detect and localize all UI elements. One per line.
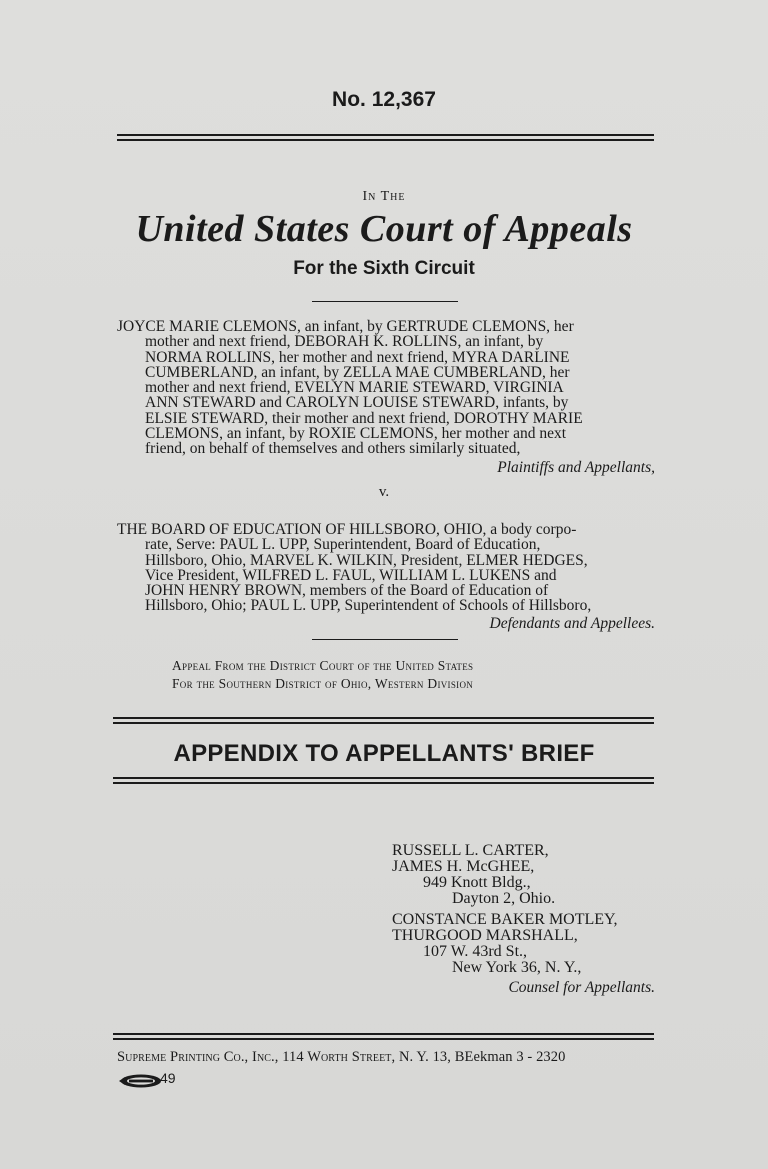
top-double-rule [117, 134, 654, 141]
counsel-role: Counsel for Appellants. [508, 979, 655, 996]
counsel-name: JAMES H. McGHEE, [392, 858, 535, 875]
court-preface: In The [362, 189, 406, 204]
title-rule-bottom [113, 777, 654, 784]
defendants-line: Hillsboro, Ohio, MARVEL K. WILKIN, President, ELMER HEDGES, [145, 551, 588, 569]
plaintiffs-block [117, 319, 654, 457]
counsel-group-1 [392, 843, 555, 907]
union-number: 49 [160, 1070, 176, 1086]
defendants-line: THE BOARD OF EDUCATION OF HILLSBORO, OHIO, a body corpo- [117, 521, 577, 538]
printer-line [117, 1049, 565, 1066]
footer-rule [113, 1033, 654, 1040]
versus: v. [378, 484, 390, 500]
short-rule-1 [312, 301, 458, 302]
appeal-caption [172, 657, 473, 693]
court-circuit: For the Sixth Circuit [293, 258, 475, 279]
counsel-address: 107 W. 43rd St., [423, 943, 528, 960]
printer-address: 114 Worth Street, N. Y. 13, [282, 1049, 452, 1065]
plaintiffs-line: CLEMONS, an infant, by ROXIE CLEMONS, her mother and next [145, 425, 567, 443]
counsel-name: CONSTANCE BAKER MOTLEY, [392, 911, 618, 928]
title-rule-top [113, 717, 654, 724]
plaintiffs-line: mother and next friend, EVELYN MARIE STEWARD, VIRGINIA [145, 379, 564, 397]
printer-name: Supreme Printing Co., Inc., [117, 1049, 279, 1065]
plaintiffs-line: ANN STEWARD and CAROLYN LOUISE STEWARD, infants, by [145, 394, 569, 412]
case-number: No. 12,367 [332, 88, 436, 111]
counsel-address: 949 Knott Bldg., [423, 874, 531, 891]
plaintiffs-line: ELSIE STEWARD, their mother and next friend, DOROTHY MARIE [145, 409, 583, 427]
plaintiffs-role: Plaintiffs and Appellants, [497, 459, 655, 476]
plaintiffs-line: mother and next friend, DEBORAH K. ROLLINS, an infant, by [145, 333, 544, 351]
defendants-block [117, 522, 654, 614]
appeal-line-1: Appeal From the District Court of the United States [172, 658, 474, 673]
defendants-line: JOHN HENRY BROWN, members of the Board of Education of [145, 582, 549, 600]
plaintiffs-line: JOYCE MARIE CLEMONS, an infant, by GERTRUDE CLEMONS, her [117, 318, 574, 335]
defendants-line: rate, Serve: PAUL L. UPP, Superintendent, Board of Education, [145, 536, 541, 554]
document-title: APPENDIX TO APPELLANTS' BRIEF [173, 740, 595, 767]
court-name: United States Court of Appeals [135, 208, 633, 250]
defendants-line: Hillsboro, Ohio; PAUL L. UPP, Superintendent of Schools of Hillsboro, [145, 597, 592, 615]
appeal-line-2: For the Southern District of Ohio, Western Division [172, 676, 474, 691]
printer-phone: BEekman 3 - 2320 [454, 1049, 566, 1065]
plaintiffs-line: CUMBERLAND, an infant, by ZELLA MAE CUMBERLAND, her [145, 363, 570, 381]
counsel-address: Dayton 2, Ohio. [452, 890, 556, 907]
short-rule-2 [312, 639, 458, 640]
plaintiffs-line: friend, on behalf of themselves and others similarly situated, [145, 440, 521, 458]
counsel-name: RUSSELL L. CARTER, [392, 842, 549, 859]
plaintiffs-line: NORMA ROLLINS, her mother and next friend, MYRA DARLINE [145, 348, 570, 366]
counsel-group-2 [392, 912, 618, 976]
counsel-name: THURGOOD MARSHALL, [392, 927, 578, 944]
defendants-role: Defendants and Appellees. [489, 615, 655, 632]
defendants-line: Vice President, WILFRED L. FAUL, WILLIAM L. LUKENS and [145, 566, 557, 584]
counsel-address: New York 36, N. Y., [452, 959, 582, 976]
